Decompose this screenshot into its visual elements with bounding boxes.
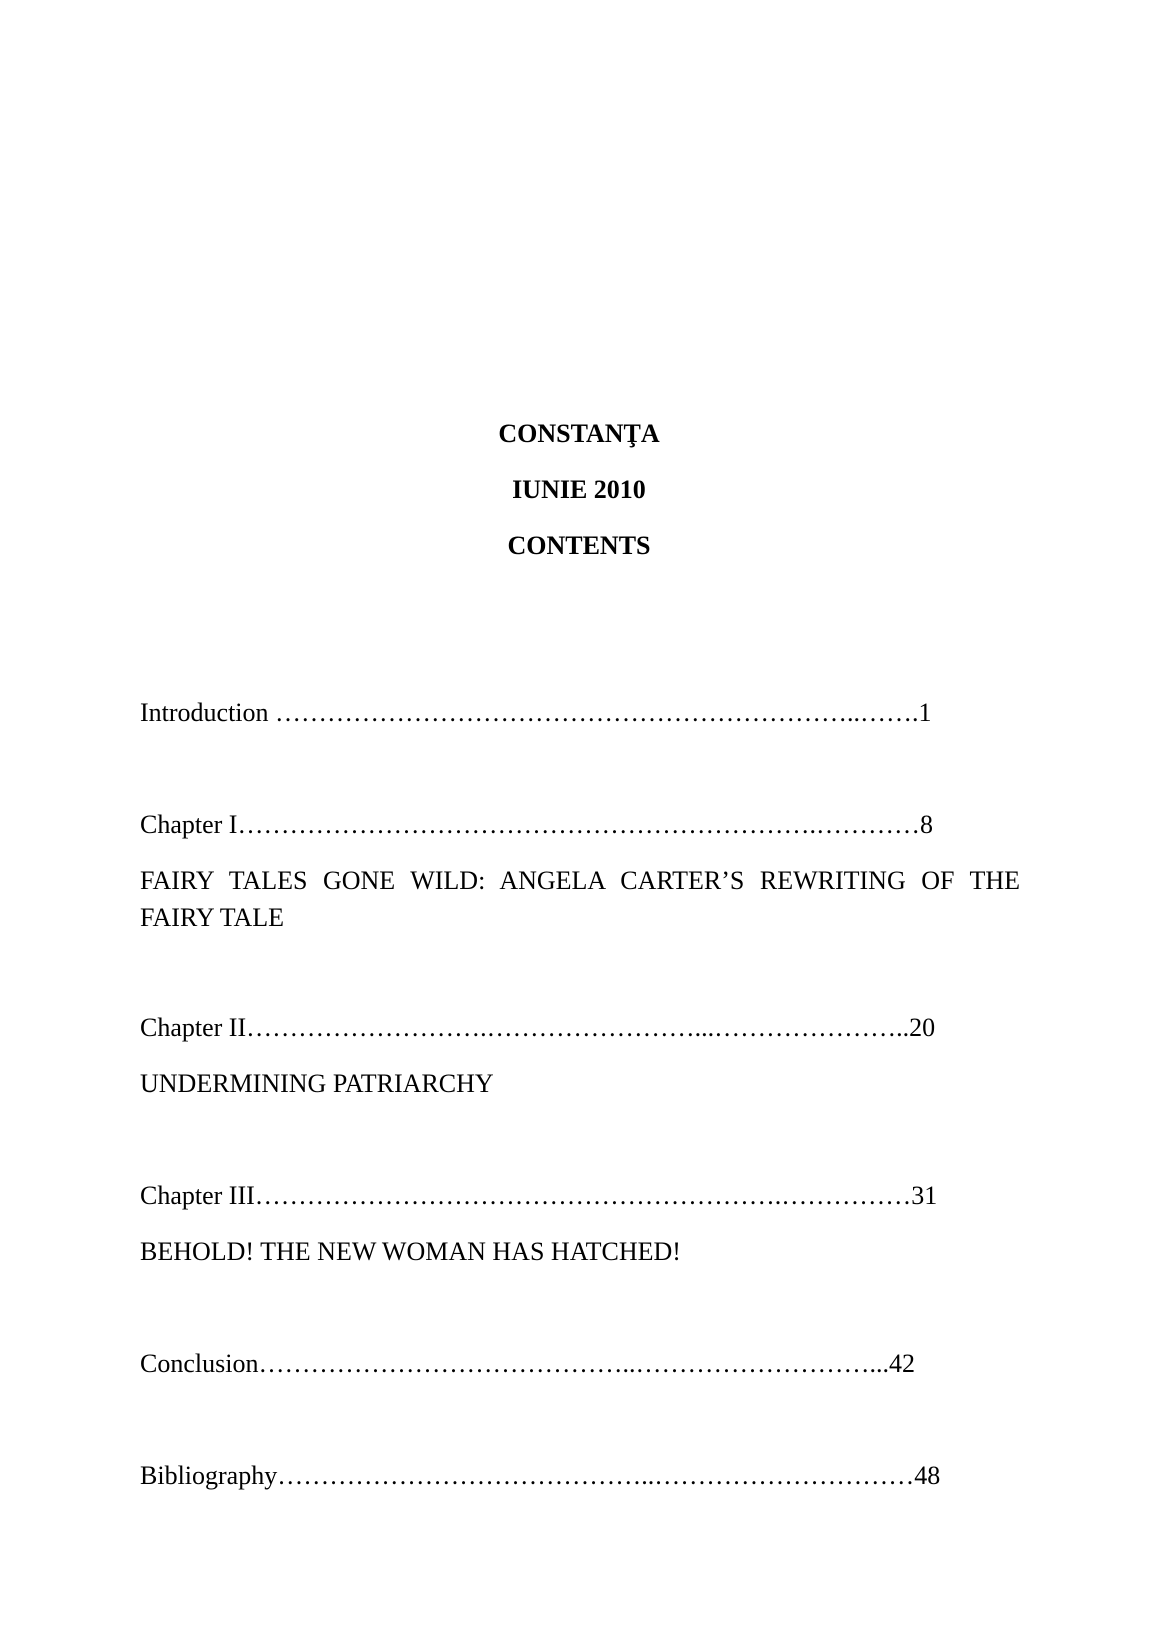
toc-entry-chapter-1: Chapter I………………………………………………………….…………8 — [140, 810, 933, 839]
chapter-3-title: BEHOLD! THE NEW WOMAN HAS HATCHED! — [140, 1237, 681, 1266]
toc-entry-chapter-2: Chapter II……………………….……………………...…………………..20 — [140, 1013, 936, 1042]
toc-entry-introduction: Introduction …………………………………………………………..…….1 — [140, 698, 932, 727]
city-heading: CONSTANŢA — [498, 419, 660, 448]
toc-entry-bibliography: Bibliography……………………………………..…………………………48 — [140, 1461, 941, 1490]
contents-title: CONTENTS — [507, 531, 651, 560]
toc-entry-chapter-3: Chapter III…………………………………………………….……………31 — [140, 1181, 938, 1210]
chapter-2-title: UNDERMINING PATRIARCHY — [140, 1069, 494, 1098]
date-heading: IUNIE 2010 — [512, 475, 646, 504]
toc-entry-conclusion: Conclusion……………………………………..………………………...42 — [140, 1349, 915, 1378]
chapter-1-title: FAIRY TALES GONE WILD: ANGELA CARTER’S REWRITING OF THE FAIRY TALE — [140, 866, 1020, 932]
